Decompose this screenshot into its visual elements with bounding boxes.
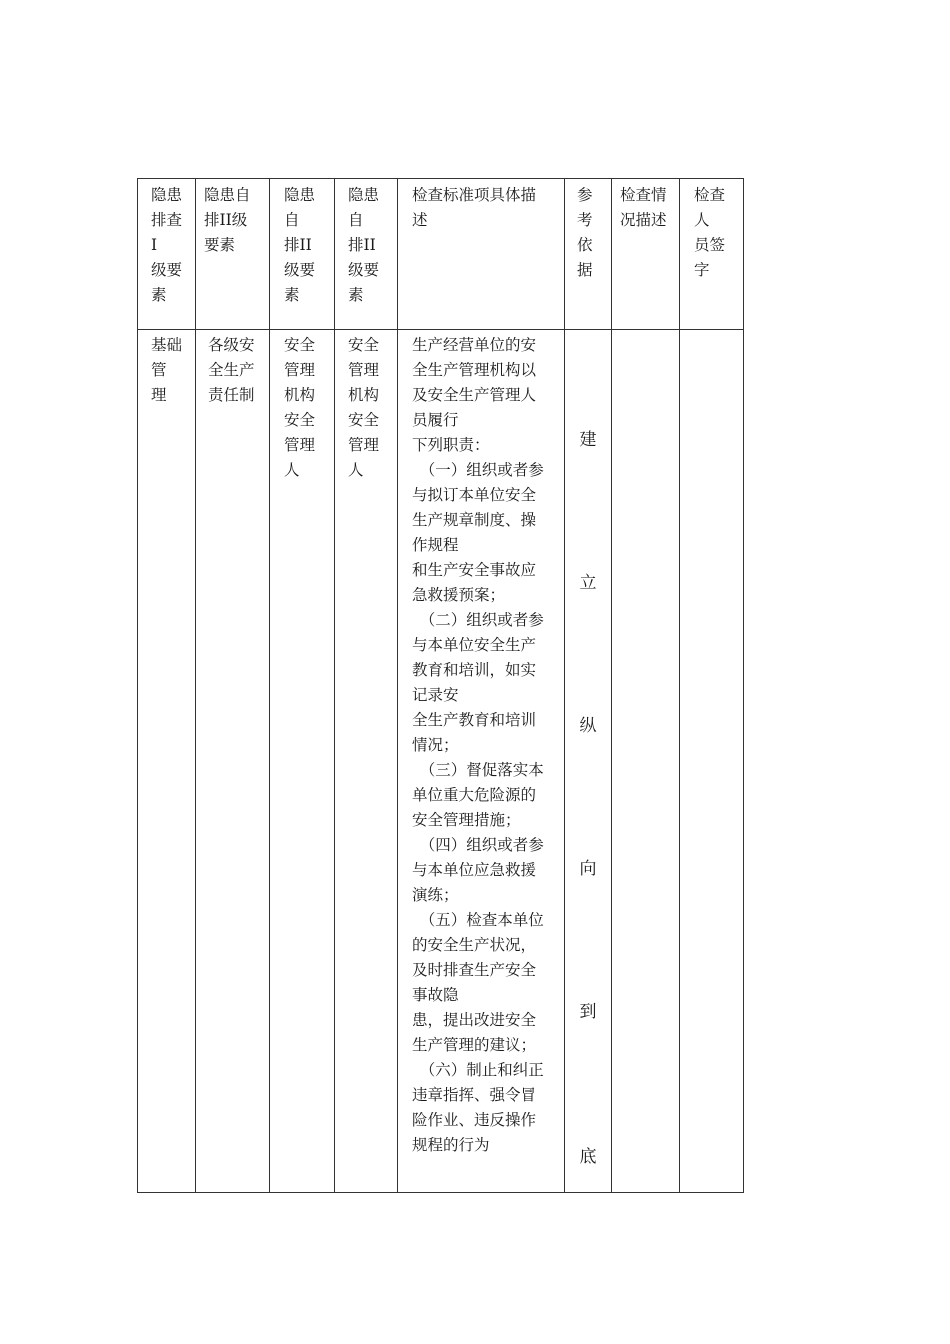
basis-char: 建 [579, 430, 597, 451]
cell-level3b-text: 安全 管理 机构 安全 管理 人 [348, 336, 380, 480]
cell-description-text: 生产经营单位的安 全生产管理机构以 及安全生产管理人 员履行 下列职责： （一）组织或者参 与拟订本单位安全 生产规章制度、操 作规程 和生产安全事故应 急救援预案； （二）组织或者参 与本单位安全生产 教育和培训，如实 记录安 全生产教育和培训 情况； （三）督促落实本 单位重大危险源的 安全管理措施； （四）组织或者参 与本单位应急救援 演练； （五）检查本单位 的安全生产状况， 及时排查生产安全 事故隐 患，提出改进安全 生产管理的建议； （六）制止和纠正 违章指挥、强令冒 险作业、违反操作 规程的行为 [412, 336, 544, 1155]
header-description-text: 检查标准项具体描 述 [412, 186, 537, 229]
basis-char: 到 [579, 1002, 597, 1023]
header-level2 [196, 179, 270, 330]
cell-basis [565, 330, 612, 1193]
basis-vertical-text [565, 330, 611, 1192]
table-header-row [138, 179, 744, 330]
cell-level3a [270, 330, 335, 1193]
cell-signature[interactable] [680, 330, 744, 1193]
cell-level3a-text: 安全 管理 机构 安全 管理 人 [284, 336, 316, 480]
header-signature [680, 179, 744, 330]
header-level3a [270, 179, 335, 330]
header-basis [565, 179, 612, 330]
header-description [398, 179, 565, 330]
header-level1 [138, 179, 196, 330]
header-level3b [335, 179, 398, 330]
cell-inspection[interactable] [612, 330, 680, 1193]
table-row [138, 330, 744, 1193]
cell-level1 [138, 330, 196, 1193]
basis-char: 纵 [579, 716, 597, 737]
header-level1-text: 隐患 排查 I 级要 素 [151, 186, 183, 304]
cell-level3b [335, 330, 398, 1193]
header-basis-text: 参 考 依 据 [577, 186, 593, 279]
header-level3b-text: 隐患 自 排II 级要 素 [348, 186, 380, 304]
header-level3a-text: 隐患 自 排II 级要 素 [284, 186, 316, 304]
cell-description [398, 330, 565, 1193]
cell-level1-text: 基础 管 理 [151, 336, 183, 405]
basis-char: 向 [579, 859, 597, 880]
hazard-inspection-table [137, 178, 744, 1193]
header-inspection [612, 179, 680, 330]
cell-level2-text: 各级安 全生产 责任制 [208, 336, 255, 405]
cell-level2 [196, 330, 270, 1193]
basis-char: 底 [579, 1147, 597, 1168]
basis-char: 立 [579, 573, 597, 594]
header-level2-text: 隐患自 排II级 要素 [204, 186, 251, 254]
header-inspection-text: 检查情 况描述 [620, 186, 667, 229]
header-signature-text: 检查 人 员签 字 [694, 186, 726, 279]
